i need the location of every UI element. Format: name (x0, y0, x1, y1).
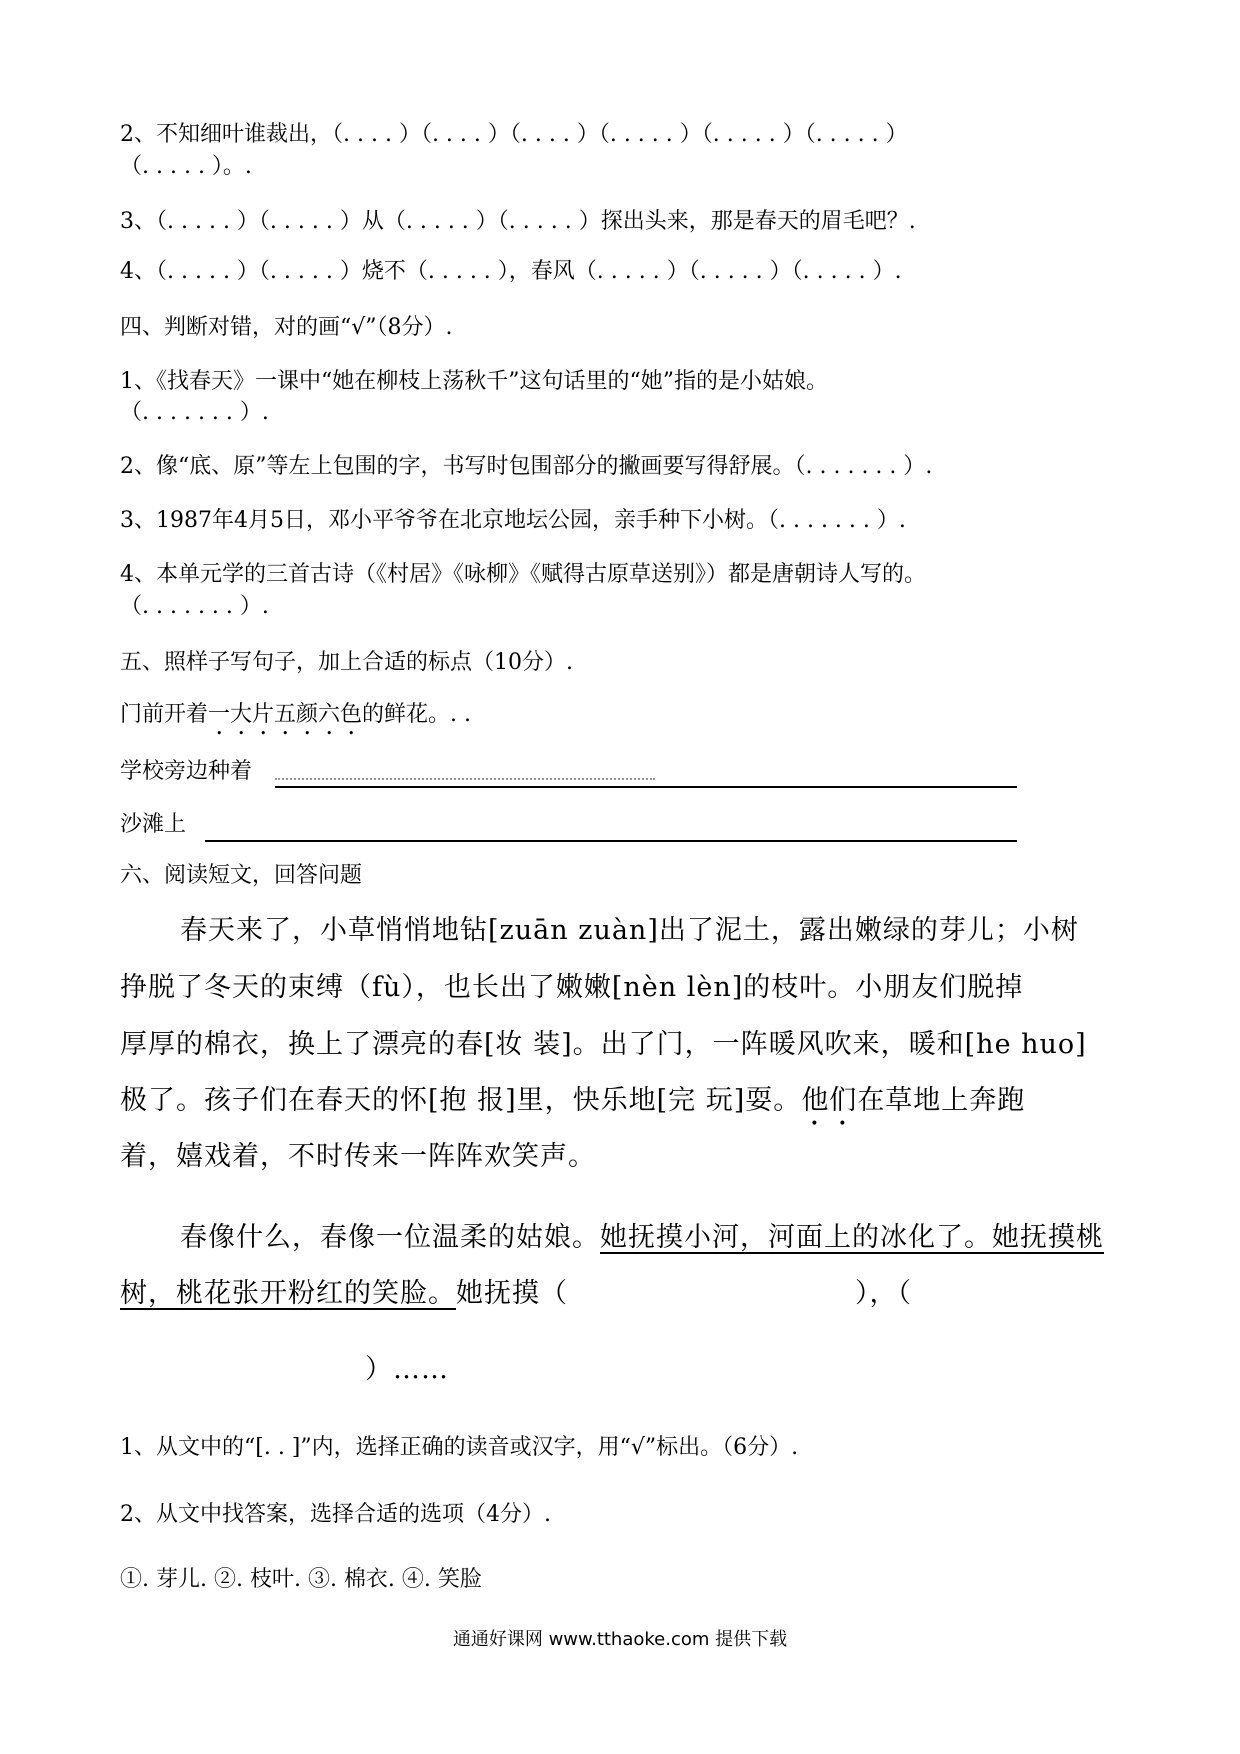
s6-p2-line2-blank-close: ），（ (855, 1278, 912, 1309)
s6-p2-line2-underlined: 树，桃花张开粉红的笑脸。 (120, 1278, 456, 1309)
s5-example-post: 的鲜花。. . (362, 702, 472, 727)
s3-q4: 4、（. . . . . ）（. . . . . ）烧不（. . . . . ），春风（. . . . . ）（. . . . . ）（. . . . . ）. (120, 259, 902, 284)
s6-options: ①. 芽儿. ②. 枝叶. ③. 棉衣. ④. 笑脸 (120, 1567, 482, 1592)
s5-line1-dots (275, 778, 655, 780)
s5-example (120, 700, 471, 740)
s6-title: 六、阅读短文，回答问题 (120, 863, 363, 888)
s4-q1-line1: 1、《找春天》一课中“她在柳枝上荡秋千”这句话里的“她”指的是小姑娘。 (120, 369, 828, 394)
s5-example-dotted: 一大片五颜六色 (208, 702, 363, 727)
s6-q2: 2、从文中找答案，选择合适的选项（4分）. (120, 1502, 551, 1527)
s4-q3: 3、1987年4月5日，邓小平爷爷在北京地坛公园，亲手种下小树。（. . . . . . . ）. (120, 508, 906, 533)
s4-title: 四、判断对错，对的画“√”（8分）. (120, 315, 453, 340)
s6-p1-line2: 挣脱了冬天的束缚（fù），也长出了嫩嫩[nèn lèn]的枝叶。小朋友们脱掉 (120, 972, 1024, 1003)
s5-example-pre: 门前开着 (120, 702, 209, 727)
s6-p2-line3: ）…… (365, 1354, 449, 1385)
s3-q2-line1: 2、不知细叶谁裁出，（. . . . ）（. . . . ）（. . . . ）（. . . . . ）（. . . . . ）（. . . . . ） (120, 122, 908, 147)
s4-q2: 2、像“底、原”等左上包围的字，书写时包围部分的撇画要写得舒展。（. . . . . . . ）. (120, 454, 933, 479)
s6-p2-line2-b: 她抚摸（ (456, 1278, 568, 1309)
s6-p1-line3: 厚厚的棉衣，换上了漂亮的春[妆 装]。出了门，一阵暖风吹来，暖和[he huo] (120, 1029, 1087, 1060)
s6-p2-line1-a: 春像什么，春像一位温柔的姑娘。 (180, 1222, 600, 1253)
s3-q2-line2: （. . . . . ）。. (120, 154, 252, 179)
s6-p1-line4 (120, 1083, 1025, 1132)
s6-p2-line1-underlined: 她抚摸小河，河面上的冰化了。她抚摸桃 (600, 1222, 1104, 1253)
s6-q1: 1、从文中的“[. . ]”内，选择正确的读音或汉字，用“√”标出。（6分）. (120, 1435, 799, 1460)
s6-p1-line4-a: 极了。孩子们在春天的怀[抱 报]里，快乐地[完 玩]耍。 (120, 1085, 802, 1116)
s3-q3: 3、（. . . . . ）（. . . . . ）从（. . . . . ）（. . . . . ）探出头来，那是春天的眉毛吧？. (120, 209, 916, 234)
s5-line2-label: 沙滩上 (120, 812, 187, 837)
s6-p2-line1 (180, 1220, 1104, 1256)
s4-q4-line1: 4、本单元学的三首古诗（《村居》《咏柳》《赋得古原草送别》）都是唐朝诗人写的。 (120, 562, 926, 587)
s4-q1-line2: （. . . . . . . ）. (120, 400, 269, 425)
s4-q4-line2: （. . . . . . . ）. (120, 594, 269, 619)
s5-line1-answer (275, 786, 1017, 788)
s6-p1-line1: 春天来了，小草悄悄地钻[zuān zuàn]出了泥土，露出嫩绿的芽儿；小树 (180, 915, 1079, 946)
s6-p1-line4-dotted: 他们 (801, 1085, 858, 1116)
s5-title: 五、照样子写句子，加上合适的标点（10分）. (120, 650, 573, 675)
s6-p2-line2 (120, 1276, 568, 1312)
s6-p1-line5: 着，嬉戏着，不时传来一阵阵欢笑声。 (120, 1141, 596, 1172)
s5-line2-answer (205, 840, 1017, 842)
footer-source: 通通好课网 www.tthaoke.com 提供下载 (452, 1629, 788, 1650)
s5-line1-label: 学校旁边种着 (120, 759, 253, 784)
s6-p1-line4-c: 在草地上奔跑 (857, 1085, 1026, 1116)
